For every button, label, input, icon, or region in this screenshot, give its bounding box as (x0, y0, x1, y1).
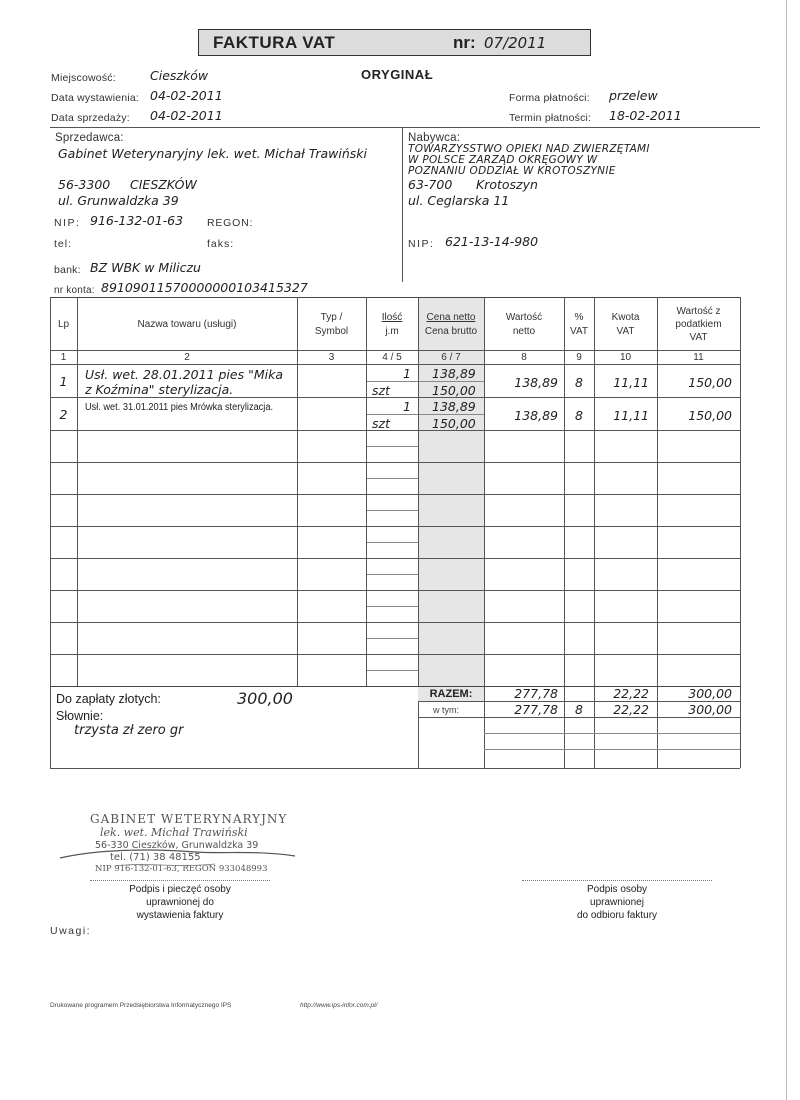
header-type-2: Symbol (314, 326, 349, 337)
summary-row-line (484, 733, 740, 734)
header-net-2: netto (512, 326, 536, 337)
row-price-gross: 150,00 (432, 416, 476, 431)
row-qty: 1 (403, 366, 411, 381)
issuer-caption-line3: wystawienia faktury (136, 910, 224, 921)
payment-due-value: 18-02-2011 (609, 108, 682, 123)
page-edge (786, 0, 787, 1100)
incl-gross: 300,00 (688, 702, 732, 717)
row-price-net: 138,89 (432, 399, 476, 414)
buyer-name-line1: TOWARZYSSTWO OPIEKI NAD ZWIERZĘTAMI (408, 143, 650, 155)
signature-scribble-icon (55, 838, 305, 878)
stamp-line4: tel. (71) 38 48155 (110, 852, 201, 863)
issuer-signature-caption (90, 883, 270, 922)
to-pay-label: Do zapłaty złotych: (56, 692, 161, 706)
parties-divider (402, 127, 403, 282)
buyer-nip-label: NIP: (408, 238, 435, 250)
qty-subline (366, 510, 418, 511)
invoice-title: FAKTURA VAT (213, 33, 336, 52)
receiver-caption-line2: uprawnionej (590, 897, 644, 908)
buyer-name-line2: W POLSCE ZARZĄD OKRĘGOWY W (408, 154, 598, 166)
issue-date-value: 04-02-2011 (150, 88, 223, 103)
table-row-line (50, 397, 740, 398)
stamp-line1: GABINET WETERYNARYJNY (90, 812, 288, 826)
place-label: Miejscowość: (51, 72, 116, 84)
qty-subline (366, 670, 418, 671)
table-row-line (50, 462, 740, 463)
price-subline (418, 381, 484, 382)
col-number: 4 / 5 (382, 352, 402, 363)
issue-date-label: Data wystawienia: (51, 92, 140, 104)
issuer-caption-line1: Podpis i pieczęć osoby (129, 884, 231, 895)
invoice-title-box (198, 29, 591, 56)
row-name-line2: z Koźmina" sterylizacja. (85, 382, 234, 397)
col-number: 6 / 7 (441, 352, 461, 363)
header-net-1: Wartość (505, 312, 543, 323)
buyer-city: Krotoszyn (476, 177, 538, 192)
summary-left-line (50, 686, 51, 768)
qty-subline (366, 414, 418, 415)
qty-subline (366, 606, 418, 607)
parties-top-line (50, 127, 760, 128)
receiver-caption-line3: do odbioru faktury (576, 910, 658, 921)
table-top-line (50, 297, 740, 298)
sale-date-label: Data sprzedaży: (51, 112, 130, 124)
issuer-caption-line2: uprawnionej do (146, 897, 214, 908)
invoice-number: 07/2011 (484, 34, 547, 52)
col-number: 10 (619, 352, 632, 363)
seller-street: ul. Grunwaldzka 39 (58, 193, 179, 208)
seller-regon-label: REGON: (207, 217, 254, 229)
payment-form-value: przelew (609, 88, 658, 103)
words-label: Słownie: (56, 709, 104, 723)
summary-bottom-line (50, 768, 740, 769)
to-pay-value: 300,00 (237, 689, 293, 708)
buyer-street: ul. Ceglarska 11 (408, 193, 510, 208)
seller-label: Sprzedawca: (55, 132, 124, 144)
table-row-line (50, 494, 740, 495)
qty-subline (366, 381, 418, 382)
header-lp: Lp (57, 319, 70, 330)
col-number: 11 (693, 352, 704, 363)
summary-right-line (740, 686, 741, 768)
summary-row-line (418, 717, 740, 718)
issuer-signature-line (90, 880, 270, 881)
buyer-nip-value: 621-13-14-980 (445, 234, 539, 249)
row-price-net: 138,89 (432, 366, 476, 381)
col-number: 3 (328, 352, 335, 363)
col-number: 9 (576, 352, 582, 363)
table-header-line (50, 350, 740, 351)
row-name-line1: Usł. wet. 28.01.2011 pies "Mika (85, 367, 283, 382)
row-gross: 150,00 (688, 408, 732, 423)
footer-printed-by: Drukowane programem Przedsiębiorstwa Informatycznego IPS (50, 1002, 232, 1009)
table-row-line (50, 558, 740, 559)
row-vat-amt: 11,11 (613, 408, 649, 423)
buyer-postal: 63-700 (408, 177, 453, 192)
price-subline (418, 414, 484, 415)
qty-subline (366, 478, 418, 479)
bank-value: BZ WBK w Miliczu (90, 260, 201, 275)
header-vat-amt-1: Kwota (611, 312, 640, 323)
place-value: Cieszków (150, 68, 209, 83)
row-lp: 2 (59, 407, 68, 422)
total-label: RAZEM: (429, 688, 473, 700)
row-lp: 1 (59, 374, 68, 389)
row-net: 138,89 (514, 408, 558, 423)
header-vat-amt-2: VAT (616, 326, 635, 337)
payment-due-label: Termin płatności: (509, 112, 592, 124)
seller-city: CIESZKÓW (130, 177, 197, 192)
row-qty: 1 (403, 399, 411, 414)
header-vat-pct-1: % (574, 312, 584, 323)
header-price-2: Cena brutto (424, 326, 478, 337)
table-row-line (50, 622, 740, 623)
header-name: Nazwa towaru (usługi) (137, 319, 237, 330)
header-vat-pct-2: VAT (570, 326, 588, 337)
table-colnum-line (50, 364, 740, 365)
bank-label: bank: (54, 264, 81, 276)
total-net: 277,78 (514, 686, 558, 701)
incl-pct: 8 (575, 702, 583, 717)
qty-subline (366, 542, 418, 543)
qty-subline (366, 638, 418, 639)
header-gross-2: podatkiem (675, 319, 722, 330)
table-row-line (50, 430, 740, 431)
row-unit: szt (372, 383, 390, 398)
col-number: 1 (60, 352, 67, 363)
row-price-gross: 150,00 (432, 383, 476, 398)
original-label: ORYGINAŁ (361, 67, 434, 82)
stamp-line3: 56-330 Cieszków, Grunwaldzka 39 (95, 840, 259, 851)
invoice-number-label: nr: (453, 33, 476, 52)
table-row-line (50, 654, 740, 655)
seller-nip-label: NIP: (54, 217, 81, 229)
row-unit: szt (372, 416, 390, 431)
receiver-signature-line (522, 880, 712, 881)
incl-vat: 22,22 (613, 702, 649, 717)
buyer-name-line3: POZNANIU ODDZIAŁ W KROTOSZYNIE (408, 165, 616, 177)
header-qty-1: Ilość (381, 312, 403, 323)
qty-subline (366, 574, 418, 575)
footer-url: http://www.ips-infor.com.pl/ (300, 1002, 378, 1009)
incl-label: w tym: (433, 705, 459, 715)
stamp-line2: lek. wet. Michał Trawiński (100, 826, 248, 839)
sale-date-value: 04-02-2011 (150, 108, 223, 123)
incl-net: 277,78 (514, 702, 558, 717)
col-line (740, 297, 741, 686)
table-row-line (50, 590, 740, 591)
table-row-line (50, 526, 740, 527)
qty-subline (366, 446, 418, 447)
seller-tel-label: tel: (54, 238, 73, 250)
words-value: trzysta zł zero gr (74, 723, 184, 738)
row-vat-pct: 8 (575, 375, 583, 390)
row-name-line1: Usł. wet. 31.01.2011 pies Mrówka sterylizacja. (85, 402, 274, 413)
summary-col-line (564, 686, 565, 768)
account-value: 89109011570000000103415327 (101, 280, 308, 295)
col-number: 2 (184, 352, 190, 363)
account-label: nr konta: (54, 285, 95, 296)
seller-nip-value: 916-132-01-63 (90, 213, 184, 228)
header-type-1: Typ / (320, 312, 343, 323)
row-vat-amt: 11,11 (613, 375, 649, 390)
buyer-label: Nabywca: (408, 132, 461, 144)
col-number: 8 (521, 352, 527, 363)
stamp-line5: NIP 916-132-01-63, REGON 933048993 (95, 864, 268, 874)
row-vat-pct: 8 (575, 408, 583, 423)
header-gross-3: VAT (689, 332, 708, 343)
header-price-1: Cena netto (426, 312, 476, 323)
row-gross: 150,00 (688, 375, 732, 390)
header-qty-2: j.m (385, 326, 399, 337)
receiver-signature-caption (522, 883, 712, 922)
seller-postal: 56-3300 (58, 177, 111, 192)
header-gross-1: Wartość z (676, 306, 721, 317)
summary-row-line (484, 749, 740, 750)
receiver-caption-line1: Podpis osoby (586, 884, 648, 895)
seller-fax-label: faks: (207, 238, 235, 250)
remarks-label: Uwagi: (50, 925, 92, 937)
seller-name: Gabinet Weterynaryjny lek. wet. Michał Trawiński (58, 146, 367, 161)
total-vat: 22,22 (613, 686, 649, 701)
total-gross: 300,00 (688, 686, 732, 701)
row-net: 138,89 (514, 375, 558, 390)
payment-form-label: Forma płatności: (509, 92, 590, 104)
